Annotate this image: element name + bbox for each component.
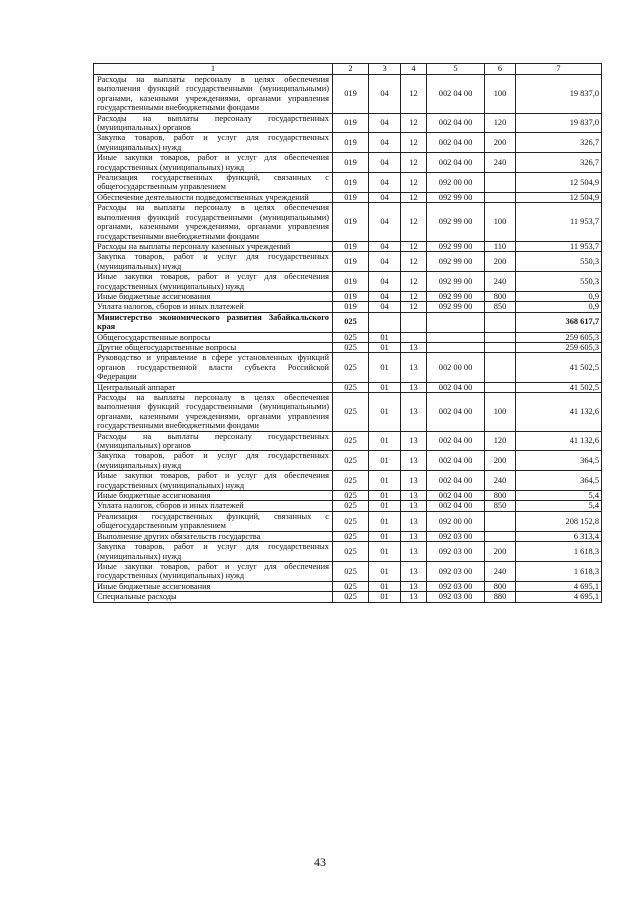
section-code-cell: 04 <box>369 133 401 153</box>
subsection-code-cell: 13 <box>401 531 427 541</box>
target-article-cell: 002 04 00 <box>427 501 485 511</box>
section-code-cell: 04 <box>369 302 401 312</box>
item-name-cell: Руководство и управление в сфере установленных функций органов государственной власти субъекта Российской Федерации <box>94 353 333 382</box>
expense-type-cell: 120 <box>485 431 516 451</box>
target-article-cell: 092 03 00 <box>427 531 485 541</box>
expense-type-cell: 100 <box>485 393 516 432</box>
target-article-cell: 002 04 00 <box>427 393 485 432</box>
target-article-cell: 092 03 00 <box>427 542 485 562</box>
item-name-cell: Обеспечение деятельности подведомственных учреждений <box>94 192 333 202</box>
section-code-cell: 04 <box>369 241 401 251</box>
amount-cell: 41 132,6 <box>516 393 602 432</box>
section-code-cell: 04 <box>369 173 401 193</box>
target-article-cell: 002 00 00 <box>427 353 485 382</box>
subsection-code-cell: 12 <box>401 272 427 292</box>
item-name-cell: Выполнение других обязательств государства <box>94 531 333 541</box>
ministry-code-cell: 019 <box>333 173 369 193</box>
target-article-cell: 092 00 00 <box>427 173 485 193</box>
ministry-code-cell: 025 <box>333 382 369 392</box>
item-name-cell: Иные бюджетные ассигнования <box>94 491 333 501</box>
expense-type-cell: 120 <box>485 113 516 133</box>
amount-cell: 19 837,0 <box>516 113 602 133</box>
item-name-cell: Закупка товаров, работ и услуг для государственных (муниципальных) нужд <box>94 133 333 153</box>
target-article-cell: 092 03 00 <box>427 581 485 591</box>
amount-cell: 4 695,1 <box>516 592 602 602</box>
expense-type-cell: 110 <box>485 241 516 251</box>
amount-cell: 259 605,3 <box>516 342 602 352</box>
subsection-code-cell: 13 <box>401 592 427 602</box>
section-code-cell: 01 <box>369 332 401 342</box>
header-cell: 7 <box>516 64 602 75</box>
table-row <box>94 531 602 541</box>
amount-cell: 550,3 <box>516 272 602 292</box>
item-name-cell: Иные закупки товаров, работ и услуг для обеспечения государственных (муниципальных) нужд <box>94 561 333 581</box>
section-code-cell: 04 <box>369 192 401 202</box>
target-article-cell: 092 99 00 <box>427 192 485 202</box>
subsection-code-cell: 13 <box>401 382 427 392</box>
table-row <box>94 561 602 581</box>
subsection-code-cell: 12 <box>401 133 427 153</box>
expense-type-cell <box>485 312 516 332</box>
expense-type-cell: 200 <box>485 252 516 272</box>
table-row <box>94 471 602 491</box>
subsection-code-cell: 13 <box>401 581 427 591</box>
table-row <box>94 491 602 501</box>
expense-type-cell: 240 <box>485 272 516 292</box>
target-article-cell <box>427 342 485 352</box>
target-article-cell <box>427 312 485 332</box>
ministry-code-cell: 019 <box>333 153 369 173</box>
expense-type-cell: 850 <box>485 302 516 312</box>
item-name-cell: Расходы на выплаты персоналу в целях обеспечения выполнения функций государственными (муниципальными) органами, казенными учреждениями, органами управления государственными внебюджетными фондами <box>94 203 333 242</box>
ministry-code-cell: 025 <box>333 531 369 541</box>
header-row <box>94 64 602 75</box>
expense-type-cell: 200 <box>485 542 516 562</box>
ministry-code-cell: 019 <box>333 241 369 251</box>
expense-type-cell <box>485 382 516 392</box>
ministry-code-cell: 025 <box>333 332 369 342</box>
ministry-code-cell: 025 <box>333 561 369 581</box>
table-row <box>94 252 602 272</box>
table-row <box>94 302 602 312</box>
table-row <box>94 353 602 382</box>
table-row <box>94 581 602 591</box>
ministry-code-cell: 025 <box>333 312 369 332</box>
subsection-code-cell <box>401 312 427 332</box>
table-row <box>94 382 602 392</box>
amount-cell: 326,7 <box>516 133 602 153</box>
subsection-code-cell: 13 <box>401 451 427 471</box>
header-cell: 4 <box>401 64 427 75</box>
expense-type-cell: 800 <box>485 581 516 591</box>
table-row <box>94 241 602 251</box>
target-article-cell: 092 99 00 <box>427 291 485 301</box>
section-code-cell: 04 <box>369 203 401 242</box>
expense-type-cell: 200 <box>485 133 516 153</box>
item-name-cell: Общегосударственные вопросы <box>94 332 333 342</box>
ministry-code-cell: 025 <box>333 393 369 432</box>
section-code-cell: 01 <box>369 491 401 501</box>
item-name-cell: Расходы на выплаты персоналу казенных учреждений <box>94 241 333 251</box>
ministry-code-cell: 025 <box>333 542 369 562</box>
item-name-cell: Реализация государственных функций, связанных с общегосударственным управлением <box>94 511 333 531</box>
section-code-cell: 01 <box>369 382 401 392</box>
target-article-cell: 092 03 00 <box>427 561 485 581</box>
expense-type-cell: 200 <box>485 451 516 471</box>
ministry-code-cell: 019 <box>333 75 369 114</box>
target-article-cell: 002 04 00 <box>427 451 485 471</box>
target-article-cell: 002 04 00 <box>427 431 485 451</box>
item-name-cell: Реализация государственных функций, связанных с общегосударственным управлением <box>94 173 333 193</box>
table-row <box>94 342 602 352</box>
subsection-code-cell <box>401 332 427 342</box>
amount-cell: 326,7 <box>516 153 602 173</box>
ministry-code-cell: 019 <box>333 133 369 153</box>
expense-type-cell <box>485 192 516 202</box>
header-cell: 5 <box>427 64 485 75</box>
expense-type-cell: 100 <box>485 203 516 242</box>
amount-cell: 41 132,6 <box>516 431 602 451</box>
item-name-cell: Закупка товаров, работ и услуг для государственных (муниципальных) нужд <box>94 542 333 562</box>
section-code-cell: 04 <box>369 252 401 272</box>
expense-type-cell: 880 <box>485 592 516 602</box>
table-row <box>94 75 602 114</box>
amount-cell: 11 953,7 <box>516 203 602 242</box>
item-name-cell: Специальные расходы <box>94 592 333 602</box>
item-name-cell: Расходы на выплаты персоналу в целях обеспечения выполнения функций государственными (муниципальными) органами, казенными учреждениями, органами управления государственными внебюджетными фондами <box>94 393 333 432</box>
ministry-code-cell: 025 <box>333 592 369 602</box>
table-row <box>94 173 602 193</box>
item-name-cell: Центральный аппарат <box>94 382 333 392</box>
item-name-cell: Иные закупки товаров, работ и услуг для обеспечения государственных (муниципальных) нужд <box>94 471 333 491</box>
ministry-code-cell: 025 <box>333 451 369 471</box>
ministry-code-cell: 019 <box>333 291 369 301</box>
target-article-cell: 002 04 00 <box>427 75 485 114</box>
ministry-code-cell: 025 <box>333 342 369 352</box>
budget-sheet <box>93 63 601 603</box>
table-row <box>94 113 602 133</box>
subsection-code-cell: 13 <box>401 353 427 382</box>
section-code-cell: 01 <box>369 542 401 562</box>
expense-type-cell: 850 <box>485 501 516 511</box>
ministry-code-cell: 025 <box>333 471 369 491</box>
item-name-cell: Расходы на выплаты персоналу государственных (муниципальных) органов <box>94 431 333 451</box>
table-row <box>94 542 602 562</box>
item-name-cell: Уплата налогов, сборов и иных платежей <box>94 501 333 511</box>
section-code-cell: 04 <box>369 113 401 133</box>
section-code-cell: 01 <box>369 501 401 511</box>
target-article-cell: 002 04 00 <box>427 133 485 153</box>
section-code-cell: 04 <box>369 272 401 292</box>
target-article-cell: 092 99 00 <box>427 272 485 292</box>
target-article-cell: 092 99 00 <box>427 302 485 312</box>
expense-type-cell: 100 <box>485 75 516 114</box>
ministry-code-cell: 019 <box>333 192 369 202</box>
header-cell: 1 <box>94 64 333 75</box>
subsection-code-cell: 13 <box>401 491 427 501</box>
amount-cell: 259 605,3 <box>516 332 602 342</box>
section-code-cell: 01 <box>369 431 401 451</box>
subsection-code-cell: 12 <box>401 173 427 193</box>
subsection-code-cell: 12 <box>401 75 427 114</box>
expense-type-cell: 800 <box>485 491 516 501</box>
expense-type-cell: 240 <box>485 471 516 491</box>
section-code-cell: 01 <box>369 531 401 541</box>
item-name-cell: Расходы на выплаты персоналу государственных (муниципальных) органов <box>94 113 333 133</box>
target-article-cell: 092 00 00 <box>427 511 485 531</box>
section-code-cell: 01 <box>369 353 401 382</box>
table-row <box>94 393 602 432</box>
ministry-code-cell: 025 <box>333 491 369 501</box>
subsection-code-cell: 12 <box>401 302 427 312</box>
subsection-code-cell: 12 <box>401 291 427 301</box>
item-name-cell: Министерство экономического развития Забайкальского края <box>94 312 333 332</box>
ministry-code-cell: 019 <box>333 203 369 242</box>
amount-cell: 12 504,9 <box>516 173 602 193</box>
table-row <box>94 133 602 153</box>
amount-cell: 0,9 <box>516 302 602 312</box>
item-name-cell: Иные бюджетные ассигнования <box>94 581 333 591</box>
table-row <box>94 312 602 332</box>
section-code-cell: 01 <box>369 342 401 352</box>
table-row <box>94 451 602 471</box>
subsection-code-cell: 13 <box>401 342 427 352</box>
target-article-cell: 002 04 00 <box>427 382 485 392</box>
header-cell: 6 <box>485 64 516 75</box>
amount-cell: 208 152,8 <box>516 511 602 531</box>
expense-type-cell <box>485 531 516 541</box>
subsection-code-cell: 12 <box>401 203 427 242</box>
amount-cell: 368 617,7 <box>516 312 602 332</box>
header-cell: 2 <box>333 64 369 75</box>
subsection-code-cell: 13 <box>401 501 427 511</box>
subsection-code-cell: 13 <box>401 542 427 562</box>
section-code-cell: 04 <box>369 75 401 114</box>
ministry-code-cell: 025 <box>333 511 369 531</box>
section-code-cell: 04 <box>369 153 401 173</box>
section-code-cell: 01 <box>369 393 401 432</box>
amount-cell: 19 837,0 <box>516 75 602 114</box>
subsection-code-cell: 13 <box>401 431 427 451</box>
table-row <box>94 153 602 173</box>
amount-cell: 5,4 <box>516 501 602 511</box>
ministry-code-cell: 025 <box>333 581 369 591</box>
amount-cell: 12 504,9 <box>516 192 602 202</box>
subsection-code-cell: 13 <box>401 561 427 581</box>
table-row <box>94 501 602 511</box>
table-row <box>94 431 602 451</box>
subsection-code-cell: 13 <box>401 393 427 432</box>
amount-cell: 5,4 <box>516 491 602 501</box>
ministry-code-cell: 019 <box>333 252 369 272</box>
table-row <box>94 332 602 342</box>
amount-cell: 41 502,5 <box>516 382 602 392</box>
item-name-cell: Закупка товаров, работ и услуг для государственных (муниципальных) нужд <box>94 451 333 471</box>
expense-type-cell: 240 <box>485 561 516 581</box>
expense-type-cell <box>485 353 516 382</box>
item-name-cell: Другие общегосударственные вопросы <box>94 342 333 352</box>
item-name-cell: Иные бюджетные ассигнования <box>94 291 333 301</box>
subsection-code-cell: 12 <box>401 113 427 133</box>
section-code-cell: 01 <box>369 581 401 591</box>
section-code-cell: 01 <box>369 451 401 471</box>
amount-cell: 4 695,1 <box>516 581 602 591</box>
subsection-code-cell: 13 <box>401 471 427 491</box>
subsection-code-cell: 12 <box>401 153 427 173</box>
item-name-cell: Закупка товаров, работ и услуг для государственных (муниципальных) нужд <box>94 252 333 272</box>
amount-cell: 550,3 <box>516 252 602 272</box>
ministry-code-cell: 025 <box>333 501 369 511</box>
table-row <box>94 592 602 602</box>
expense-type-cell: 240 <box>485 153 516 173</box>
item-name-cell: Расходы на выплаты персоналу в целях обеспечения выполнения функций государственными (муниципальными) органами, казенными учреждениями, органами управления государственными внебюджетными фондами <box>94 75 333 114</box>
item-name-cell: Уплата налогов, сборов и иных платежей <box>94 302 333 312</box>
ministry-code-cell: 019 <box>333 272 369 292</box>
target-article-cell: 002 04 00 <box>427 113 485 133</box>
amount-cell: 11 953,7 <box>516 241 602 251</box>
budget-table <box>93 63 602 603</box>
target-article-cell: 092 03 00 <box>427 592 485 602</box>
target-article-cell: 002 04 00 <box>427 153 485 173</box>
subsection-code-cell: 13 <box>401 511 427 531</box>
subsection-code-cell: 12 <box>401 241 427 251</box>
subsection-code-cell: 12 <box>401 192 427 202</box>
subsection-code-cell: 12 <box>401 252 427 272</box>
expense-type-cell <box>485 173 516 193</box>
target-article-cell: 092 99 00 <box>427 252 485 272</box>
ministry-code-cell: 025 <box>333 353 369 382</box>
item-name-cell: Иные закупки товаров, работ и услуг для обеспечения государственных (муниципальных) нужд <box>94 153 333 173</box>
target-article-cell: 002 04 00 <box>427 471 485 491</box>
expense-type-cell <box>485 332 516 342</box>
table-row <box>94 291 602 301</box>
ministry-code-cell: 025 <box>333 431 369 451</box>
expense-type-cell: 800 <box>485 291 516 301</box>
amount-cell: 0,9 <box>516 291 602 301</box>
amount-cell: 41 502,5 <box>516 353 602 382</box>
target-article-cell: 092 99 00 <box>427 241 485 251</box>
page-number: 43 <box>314 855 326 869</box>
amount-cell: 1 618,3 <box>516 542 602 562</box>
amount-cell: 1 618,3 <box>516 561 602 581</box>
table-row <box>94 511 602 531</box>
header-cell: 3 <box>369 64 401 75</box>
ministry-code-cell: 019 <box>333 302 369 312</box>
amount-cell: 364,5 <box>516 451 602 471</box>
table-row <box>94 272 602 292</box>
amount-cell: 6 313,4 <box>516 531 602 541</box>
target-article-cell <box>427 332 485 342</box>
ministry-code-cell: 019 <box>333 113 369 133</box>
section-code-cell: 01 <box>369 561 401 581</box>
target-article-cell: 092 99 00 <box>427 203 485 242</box>
section-code-cell <box>369 312 401 332</box>
section-code-cell: 01 <box>369 592 401 602</box>
section-code-cell: 04 <box>369 291 401 301</box>
section-code-cell: 01 <box>369 511 401 531</box>
amount-cell: 364,5 <box>516 471 602 491</box>
table-row <box>94 192 602 202</box>
item-name-cell: Иные закупки товаров, работ и услуг для обеспечения государственных (муниципальных) нужд <box>94 272 333 292</box>
section-code-cell: 01 <box>369 471 401 491</box>
expense-type-cell <box>485 342 516 352</box>
table-row <box>94 203 602 242</box>
target-article-cell: 002 04 00 <box>427 491 485 501</box>
expense-type-cell <box>485 511 516 531</box>
